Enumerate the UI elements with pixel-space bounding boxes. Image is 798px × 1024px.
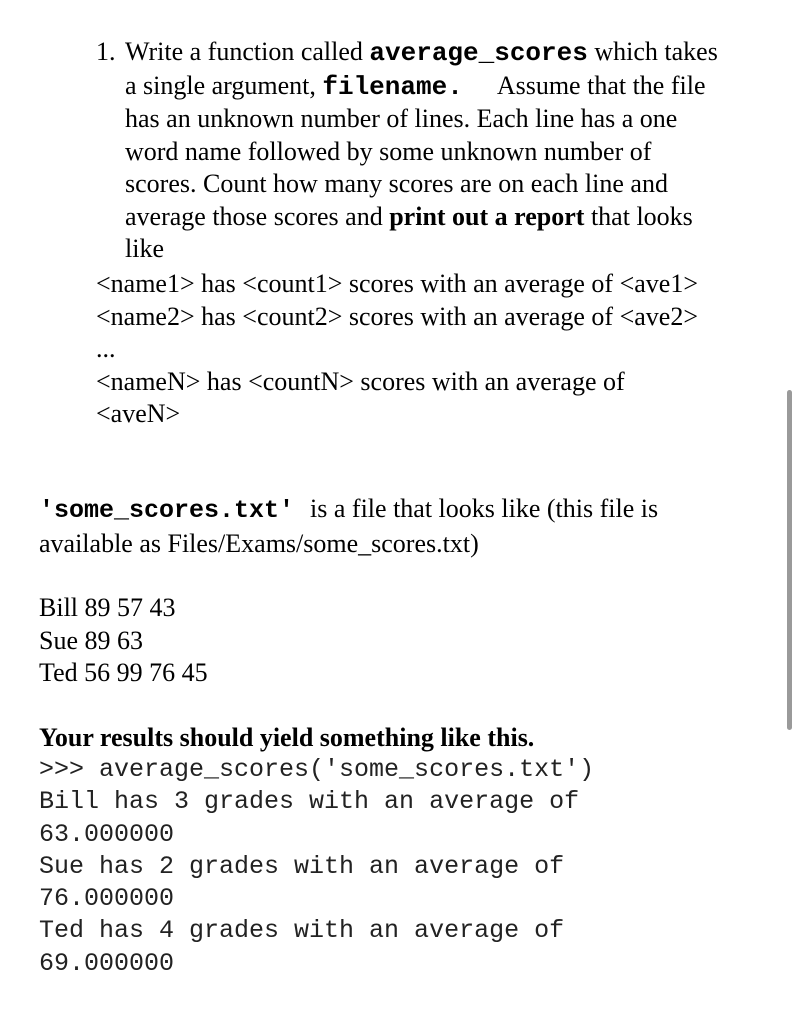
question-text xyxy=(125,36,765,266)
vertical-scrollbar[interactable] xyxy=(787,390,792,730)
output-line: 69.000000 xyxy=(39,948,175,978)
question-line-4: word name followed by some unknown number of xyxy=(125,136,652,166)
question-line-7: like xyxy=(125,234,164,263)
results-heading: Your results should yield something like this. xyxy=(39,723,535,752)
question-number: 1. xyxy=(96,37,116,66)
report-line: <aveN> xyxy=(96,399,181,428)
report-line: <nameN> has <countN> scores with an average of xyxy=(96,366,625,396)
question-line-6: average those scores and print out a report that looks xyxy=(125,201,693,231)
question-line-5: scores. Count how many scores are on each line and xyxy=(125,169,668,198)
file-line: Ted 56 99 76 45 xyxy=(39,658,208,687)
report-line: <name2> has <count2> scores with an average of <ave2> xyxy=(96,301,698,331)
report-format xyxy=(96,268,698,431)
sample-output xyxy=(39,754,594,980)
file-line: Bill 89 57 43 xyxy=(39,593,176,622)
output-line: 63.000000 xyxy=(39,819,175,849)
file-contents xyxy=(39,592,208,690)
file-name: 'some_scores.txt' xyxy=(39,496,295,525)
output-line: Ted has 4 grades with an average of xyxy=(39,916,565,946)
emphasis-print-report: print out a report xyxy=(389,201,585,231)
file-description: 'some_scores.txt' is a file that looks like (this file is available as Files/Exams/some_scores.txt) xyxy=(39,494,659,558)
output-line: 76.000000 xyxy=(39,884,175,914)
output-line: >>> average_scores('some_scores.txt') xyxy=(39,755,595,784)
question-line-3: has an unknown number of lines. Each line has a one xyxy=(125,104,678,133)
output-line: Bill has 3 grades with an average of xyxy=(39,787,580,817)
report-line: <name1> has <count1> scores with an average of <ave1> xyxy=(96,269,698,298)
argument-name: filename. xyxy=(322,71,463,102)
output-line: Sue has 2 grades with an average of xyxy=(39,851,565,881)
file-line: Sue 89 63 xyxy=(39,625,143,655)
function-name: average_scores xyxy=(369,38,588,68)
question-line-2: a single argument, filename. Assume that the file xyxy=(125,70,706,102)
question-line-1: Write a function called average_scores which takes xyxy=(125,37,718,68)
report-line: ... xyxy=(96,334,116,363)
